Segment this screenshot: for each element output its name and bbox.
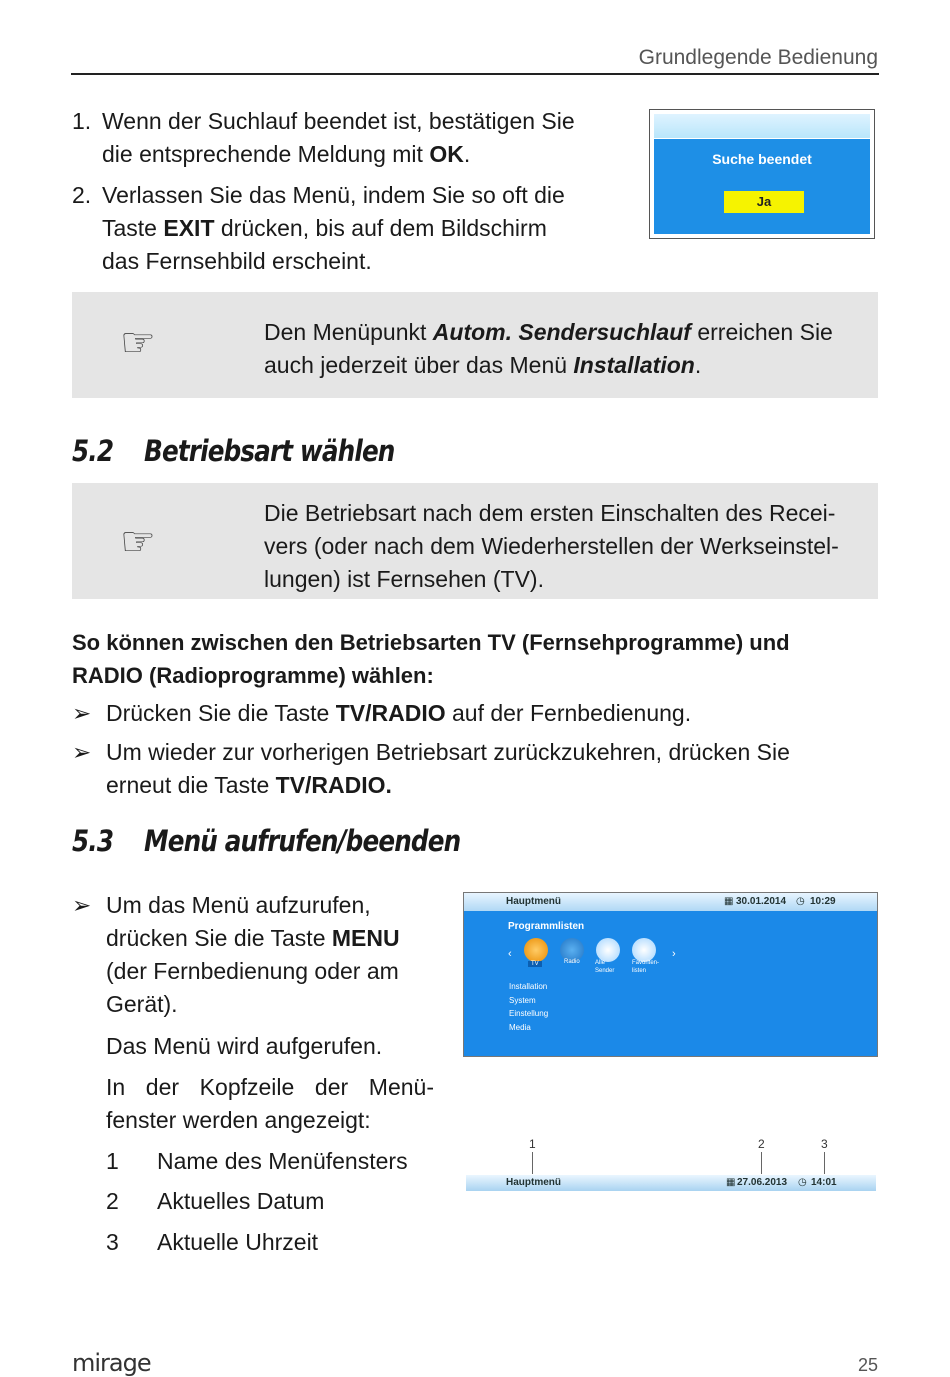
search-finished-screenshot [649,109,875,239]
header-info-text: In der Kopfzeile der Menü- fenster werden angezeigt: [106,1074,434,1133]
note-2-text: Die Betriebsart nach dem ersten Einschalten des Recei- vers (oder nach dem Wiederherstellen der Werkseinstel- lungen) ist Fernsehen (TV). [264,500,839,592]
calendar-icon: ▦ [726,1177,736,1188]
section-heading-5-3: 5.3 Menü aufrufen/beenden [72,824,461,858]
icon-label: TV [528,961,542,967]
callout-line [532,1152,533,1174]
pointing-hand-icon: ☞ [120,520,156,564]
callout-number: 2 [758,1137,765,1151]
main-menu-screenshot [463,892,878,1057]
icon-label: Radio [564,959,580,965]
step-2: 2. Verlassen Sie das Menü, indem Sie so oft die Taste EXIT drücken, bis auf dem Bildschirm das Fernsehbild erscheint. [72,182,565,274]
menu-list: Installation System Einstellung Media [509,982,549,1032]
mode-switch-intro: So können zwischen den Betriebsarten TV (Fernsehprogramme) und RADIO (Radioprogramme) wählen: [72,630,790,688]
callout-line [761,1152,762,1174]
icon-label: Favoriten-listen [632,960,660,974]
chevron-right-icon: › [672,948,676,960]
running-header: Grundlegende Bedienung [638,46,878,69]
header-fields-list [106,1145,408,1259]
bullet-item: ➢ Drücken Sie die Taste TV/RADIO auf der Fernbedienung. [72,697,878,730]
list-item: 3 Aktuelle Uhrzeit [106,1229,319,1255]
menu-header-strip: Hauptmenü ▦ 27.06.2013 ◷ 14:01 [466,1175,876,1191]
section-heading-5-2: 5.2 Betriebsart wählen [72,434,395,468]
arrow-bullet-icon: ➢ [72,700,92,726]
arrow-bullet-icon: ➢ [72,892,92,918]
callout-line [824,1152,825,1174]
section-label: Programmlisten [508,921,585,932]
list-item: 1 Name des Menüfensters [106,1148,408,1174]
clock-icon: ◷ [796,896,805,907]
icon-label: Alle Sender [595,960,615,974]
chevron-left-icon: ‹ [508,948,512,960]
menu-opened-text: Das Menü wird aufgerufen. [106,1033,383,1059]
note-box-2 [72,483,878,599]
callout-number: 3 [821,1137,828,1151]
dialog-panel [654,139,870,234]
page-number: 25 [857,1355,878,1375]
calendar-icon: ▦ [724,896,734,907]
yes-button: Ja [724,191,804,213]
header-rule [71,73,879,75]
clock-icon: ◷ [798,1177,807,1188]
menu-header-bar: Hauptmenü ▦ 30.01.2014 ◷ 10:29 [464,893,877,911]
callout-number: 1 [529,1137,536,1151]
brand-logo: mirage [72,1349,151,1377]
arrow-bullet-icon: ➢ [72,739,92,765]
note-1-text: Den Menüpunkt Autom. Sendersuchlauf erreichen Sie auch jederzeit über das Menü Installation. [264,319,833,378]
screenshot-top-bar [654,114,870,138]
list-item: 2 Aktuelles Datum [106,1188,325,1214]
step-1: 1. Wenn der Suchlauf beendet ist, bestätigen Sie die entsprechende Meldung mit OK. [72,108,575,167]
note-box-1 [72,292,878,398]
dialog-title: Suche beendet [712,151,812,167]
tv-icon [524,938,548,962]
menu-bullet: ➢ Um das Menü aufzurufen, drücken Sie die Taste MENU (der Fernbedienung oder am Gerät). [72,889,442,1021]
pointing-hand-icon: ☞ [120,321,156,365]
bullet-item: ➢ Um wieder zur vorherigen Betriebsart zurückzukehren, drücken Sie erneut die Taste TV/RADIO. [72,736,878,802]
